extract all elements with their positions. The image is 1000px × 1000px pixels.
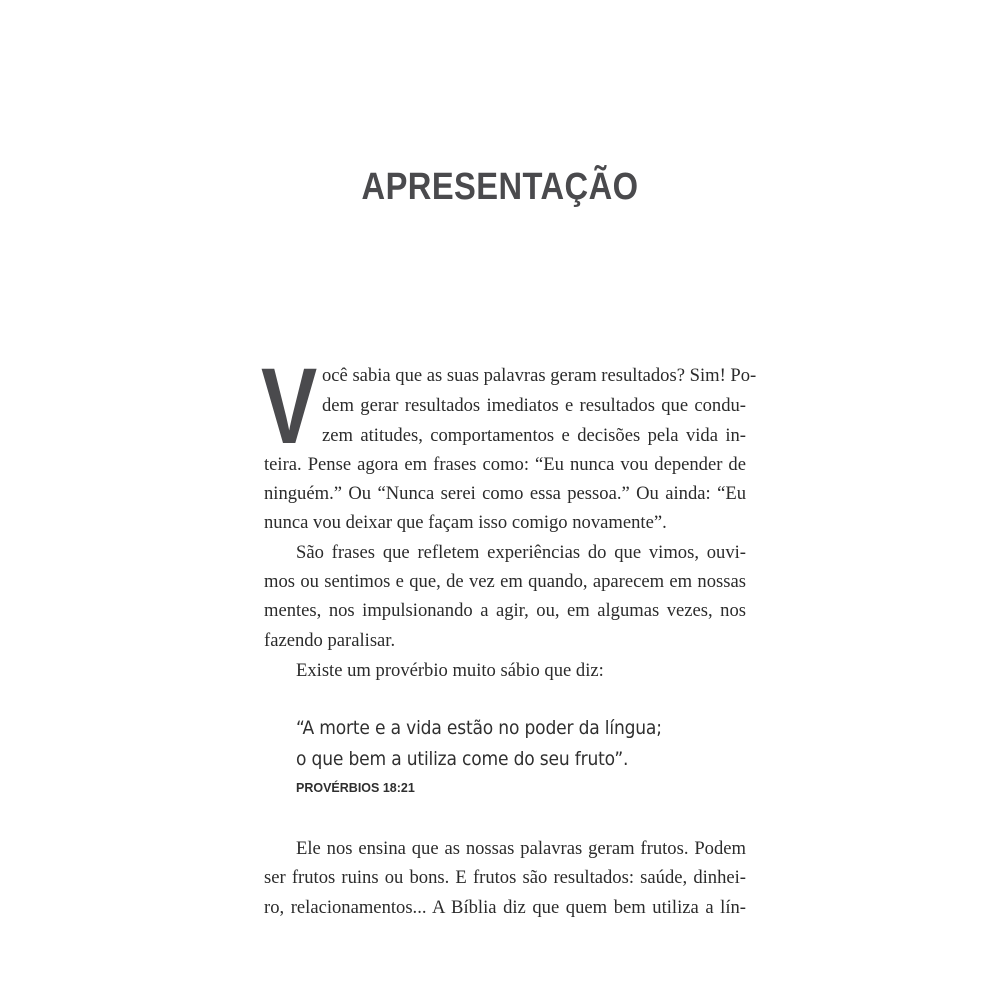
paragraph-line: Existe um provérbio muito sábio que diz:	[296, 660, 604, 681]
page-title: APRESENTAÇÃO	[361, 166, 639, 208]
paragraph-line: fazendo paralisar.	[264, 630, 396, 651]
paragraph-line: Ele nos ensina que as nossas palavras geram frutos. Podem	[296, 838, 746, 859]
paragraph-line: ninguém.” Ou “Nunca serei como essa pessoa.” Ou ainda: “Eu	[264, 483, 746, 504]
paragraph-line: ocê sabia que as suas palavras geram resultados? Sim! Po-	[322, 365, 757, 386]
paragraph-line: zem atitudes, comportamentos e decisões pela vida in-	[322, 425, 746, 446]
quote-line: “A morte e a vida estão no poder da língua;	[296, 717, 662, 739]
paragraph-line: mentes, nos impulsionando a agir, ou, em algumas vezes, nos	[264, 600, 746, 621]
quote-reference: PROVÉRBIOS 18:21	[296, 781, 415, 795]
quote-line: o que bem a utiliza come do seu fruto”.	[296, 748, 629, 770]
paragraph-line: São frases que refletem experiências do que vimos, ouvi-	[296, 542, 746, 563]
paragraph-line: teira. Pense agora em frases como: “Eu nunca vou depender de	[264, 454, 746, 475]
paragraph-line: ro, relacionamentos... A Bíblia diz que quem bem utiliza a lín-	[264, 897, 746, 918]
drop-cap-letter: V	[261, 345, 318, 466]
paragraph-line: mos ou sentimos e que, de vez em quando, aparecem em nossas	[264, 571, 746, 592]
paragraph-line: dem gerar resultados imediatos e resultados que condu-	[322, 395, 746, 416]
paragraph-line: ser frutos ruins ou bons. E frutos são resultados: saúde, dinhei-	[264, 867, 746, 888]
paragraph-line: nunca vou deixar que façam isso comigo novamente”.	[264, 512, 667, 533]
